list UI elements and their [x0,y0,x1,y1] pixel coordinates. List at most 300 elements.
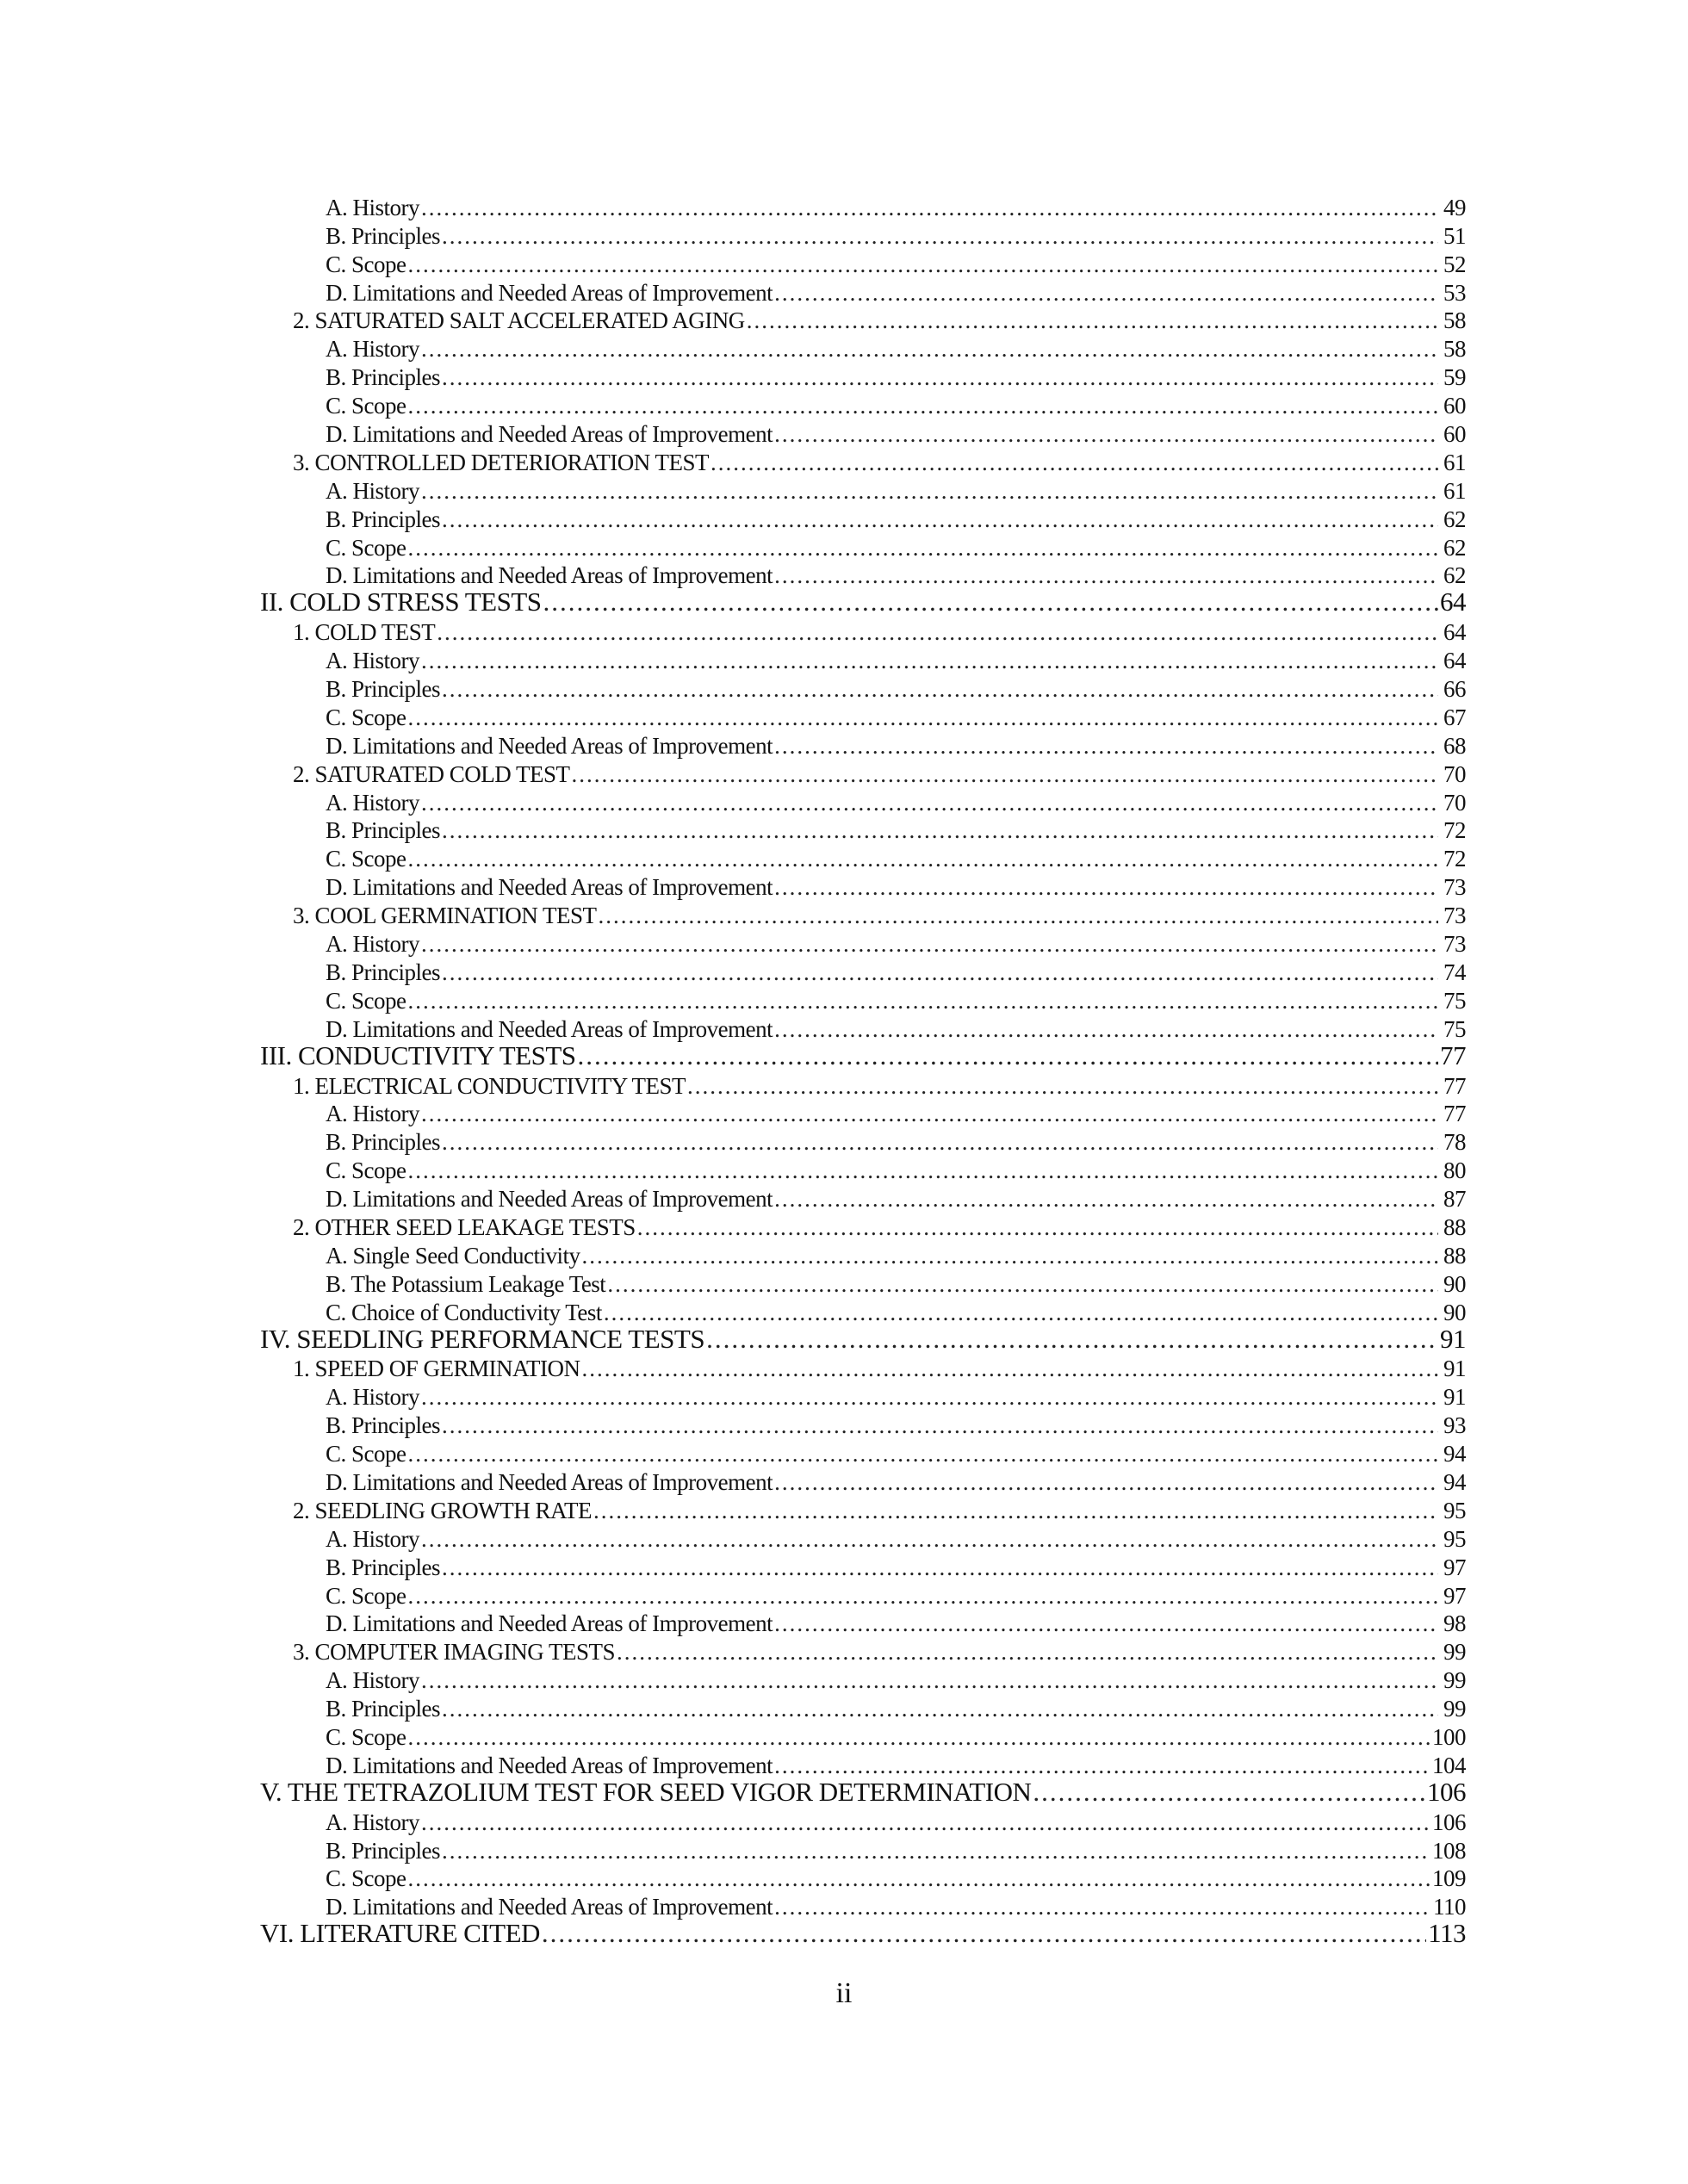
toc-entry-page: 75 [1443,987,1466,1014]
toc-entry-page: 108 [1432,1837,1466,1864]
toc-entry [0,1582,1688,1613]
toc-dot-leader [582,1356,1438,1382]
toc-entry-label: A. History [326,336,419,363]
toc-entry-page: 88 [1443,1242,1466,1269]
toc-entry-line [326,1809,1466,1836]
toc-entry-line [326,1838,1466,1864]
toc-entry-label: A. History [326,1101,419,1127]
toc-entry-line [260,586,1466,617]
toc-entry-page: 95 [1443,1497,1466,1523]
toc-dot-leader [421,336,1438,363]
toc-entry-label: 1. ELECTRICAL CONDUCTIVITY TEST [293,1072,686,1099]
toc-entry-line [326,280,1466,307]
toc-entry-label: 3. COOL GERMINATION TEST [293,903,597,929]
toc-dot-leader [421,195,1438,221]
toc-entry-label: B. Principles [326,1129,440,1156]
toc-entry [0,1837,1688,1868]
toc-entry-label: A. History [326,1667,419,1694]
toc-entry-page: 110 [1433,1894,1466,1920]
toc-entry [0,1697,1688,1726]
toc-entry-label: C. Scope [326,1441,406,1467]
toc-entry [0,1131,1688,1159]
toc-dot-leader [774,1186,1438,1213]
toc-entry-line [326,1186,1466,1213]
toc-entry-line [293,1356,1466,1382]
toc-dot-leader [706,1324,1438,1355]
toc-entry-label: A. History [326,789,419,816]
toc-entry-line [326,506,1466,533]
toc-dot-leader [774,1894,1431,1920]
toc-dot-leader [593,1498,1438,1524]
toc-entry-line [326,676,1466,703]
toc-dot-leader [774,562,1438,589]
toc-entry-label: 1. COLD TEST [293,619,436,646]
toc-entry-page: 77 [1443,1072,1466,1099]
toc-dot-leader [542,1918,1426,1949]
toc-entry-page: 93 [1443,1412,1466,1439]
toc-entry [0,706,1688,735]
toc-entry-page: 74 [1443,959,1466,985]
toc-dot-leader [442,223,1438,250]
toc-dot-leader [421,478,1438,505]
toc-entry-label: B. The Potassium Leakage Test [326,1270,606,1297]
toc-entry-label: 3. CONTROLLED DETERIORATION TEST [293,449,709,475]
toc-entry-line [326,1300,1466,1326]
toc-entry [0,1669,1688,1697]
toc-entry-page: 70 [1443,760,1466,787]
toc-entry-line [326,790,1466,816]
toc-entry-line [326,1129,1466,1156]
toc-entry [0,394,1688,423]
toc-entry [0,961,1688,990]
toc-entry-label: A. Single Seed Conductivity [326,1242,580,1269]
toc-entry-line [326,1101,1466,1127]
toc-entry-page: 94 [1443,1441,1466,1467]
toc-dot-leader [442,676,1438,703]
toc-entry [0,1641,1688,1669]
toc-entry-line [326,1753,1466,1779]
toc-entry-page: 88 [1443,1213,1466,1240]
toc-entry-line [326,648,1466,674]
toc-entry-page: 99 [1443,1667,1466,1694]
toc-entry-line [326,1441,1466,1467]
toc-entry-label: C. Scope [326,393,406,419]
toc-dot-leader [637,1214,1438,1241]
toc-entry-page: 77 [1440,1039,1466,1070]
toc-entry-page: 90 [1443,1270,1466,1297]
toc-entry-page: 91 [1443,1356,1466,1382]
toc-dot-leader [408,393,1439,419]
toc-entry [0,1865,1688,1896]
toc-entry-line [326,1894,1466,1920]
toc-entry-line [326,336,1466,363]
toc-entry-label: B. Principles [326,222,440,249]
toc-entry-page: 98 [1443,1610,1466,1637]
toc-entry-page: 73 [1443,931,1466,958]
toc-entry-label: C. Scope [326,251,406,277]
toc-entry [0,1159,1688,1188]
toc-entry-line [293,450,1466,476]
toc-entry-line [326,1583,1466,1610]
toc-entry [0,1525,1688,1556]
toc-entry-label: C. Scope [326,1157,406,1184]
toc-entry [0,1610,1688,1641]
toc-entry [0,1776,1688,1811]
toc-dot-leader [774,733,1438,760]
toc-dot-leader [578,1040,1439,1071]
toc-dot-leader [617,1639,1438,1666]
toc-entry-label: A. History [326,648,419,674]
toc-entry [0,1244,1688,1273]
toc-dot-leader [543,586,1438,617]
toc-entry [0,366,1688,394]
toc-entry-label: D. Limitations and Needed Areas of Improvement [326,562,773,589]
toc-dot-leader [408,1441,1439,1467]
toc-entry-label: D. Limitations and Needed Areas of Improvement [326,1468,773,1495]
toc-entry-page: 106 [1432,1809,1466,1835]
toc-entry [0,649,1688,678]
toc-entry-page: 106 [1427,1776,1466,1807]
toc-entry-line [326,1724,1466,1751]
toc-entry-label: B. Principles [326,817,440,844]
toc-entry-line [326,846,1466,872]
toc-entry-page: 97 [1443,1582,1466,1609]
toc-entry [0,196,1688,225]
toc-entry-page: 90 [1443,1299,1466,1325]
toc-entry-line [326,393,1466,419]
toc-entry [0,904,1688,933]
toc-entry [0,732,1688,763]
toc-entry-page: 59 [1443,364,1466,391]
toc-entry-line [326,535,1466,562]
toc-entry-page: 75 [1443,1015,1466,1042]
toc-entry-line [326,733,1466,760]
toc-entry-line [326,1157,1466,1184]
toc-entry-label: D. Limitations and Needed Areas of Improvement [326,732,773,759]
toc-entry-label: B. Principles [326,676,440,703]
toc-entry-page: 62 [1443,562,1466,589]
toc-dot-leader [442,817,1438,844]
toc-dot-leader [421,931,1438,958]
toc-dot-leader [774,1016,1438,1043]
page-number: ii [835,1977,853,2009]
toc-entry [0,1723,1688,1754]
toc-entry [0,338,1688,366]
table-of-contents [0,196,1688,1952]
toc-dot-leader [442,1129,1438,1156]
toc-entry [0,1443,1688,1471]
toc-dot-leader [421,1809,1430,1836]
toc-dot-leader [711,450,1438,476]
toc-dot-leader [442,959,1438,986]
toc-entry-label: A. History [326,194,419,220]
toc-entry-page: 64 [1443,648,1466,674]
toc-entry-page: 73 [1443,874,1466,901]
toc-entry-page: 99 [1443,1639,1466,1666]
toc-entry-label: II. COLD STRESS TESTS [260,586,542,617]
toc-entry-label: A. History [326,1525,419,1552]
toc-entry-label: 2. SATURATED SALT ACCELERATED AGING [293,307,745,334]
toc-dot-leader [421,1101,1438,1127]
toc-entry-page: 87 [1443,1186,1466,1213]
toc-entry [0,1039,1688,1075]
toc-entry-page: 58 [1443,307,1466,334]
toc-entry-line [326,1412,1466,1439]
toc-entry-page: 61 [1443,477,1466,504]
toc-dot-leader [442,1554,1438,1581]
toc-entry-page: 58 [1443,336,1466,363]
toc-entry-line [326,478,1466,505]
toc-entry [0,222,1688,253]
toc-entry [0,1103,1688,1132]
toc-dot-leader [421,1384,1438,1411]
toc-entry [0,1918,1688,1952]
toc-entry-line [326,1865,1466,1892]
toc-entry-label: C. Scope [326,1582,406,1609]
toc-entry-line [326,931,1466,958]
toc-entry-label: D. Limitations and Needed Areas of Improvement [326,874,773,901]
toc-entry-line [293,1073,1466,1100]
toc-entry-line [293,1214,1466,1241]
toc-entry [0,1499,1688,1528]
toc-dot-leader [774,874,1438,901]
toc-entry-page: 113 [1428,1918,1466,1949]
toc-entry-label: V. THE TETRAZOLIUM TEST FOR SEED VIGOR DETERMINATION [260,1776,1032,1807]
toc-entry-line [326,874,1466,901]
toc-entry-page: 68 [1443,732,1466,759]
toc-entry [0,933,1688,961]
toc-dot-leader [408,988,1439,1014]
toc-dot-leader [607,1271,1438,1298]
toc-dot-leader [408,251,1439,278]
toc-entry-label: D. Limitations and Needed Areas of Improvement [326,421,773,448]
toc-entry-label: IV. SEEDLING PERFORMANCE TESTS [260,1323,705,1354]
toc-entry-label: C. Scope [326,704,406,730]
toc-dot-leader [442,1412,1438,1439]
toc-entry-page: 64 [1440,586,1466,617]
toc-entry [0,1213,1688,1244]
toc-entry [0,847,1688,876]
toc-entry [0,307,1688,338]
toc-entry-label: C. Choice of Conductivity Test [326,1299,602,1325]
toc-entry-line [326,1384,1466,1411]
toc-entry-label: A. History [326,1809,419,1835]
toc-entry-label: B. Principles [326,506,440,532]
toc-entry-label: C. Scope [326,846,406,872]
toc-entry-line [293,307,1466,334]
toc-dot-leader [599,903,1439,929]
toc-entry [0,1358,1688,1387]
toc-entry [0,1270,1688,1301]
toc-entry-line [260,1324,1466,1355]
toc-entry [0,508,1688,537]
toc-entry-line [293,619,1466,646]
toc-entry-page: 91 [1440,1323,1466,1354]
toc-entry-label: C. Scope [326,1865,406,1892]
toc-dot-leader [408,1724,1431,1751]
toc-entry-line [326,562,1466,589]
toc-entry-label: D. Limitations and Needed Areas of Improvement [326,1894,773,1920]
toc-entry-label: B. Principles [326,1696,440,1722]
toc-entry [0,876,1688,904]
toc-entry [0,1188,1688,1216]
toc-entry-label: A. History [326,477,419,504]
toc-entry-page: 49 [1443,194,1466,220]
toc-dot-leader [408,1865,1431,1892]
toc-entry-label: A. History [326,1384,419,1411]
toc-entry-line [326,1469,1466,1496]
toc-dot-leader [421,790,1438,816]
toc-entry [0,817,1688,848]
toc-entry-label: B. Principles [326,1554,440,1580]
toc-entry-label: 2. OTHER SEED LEAKAGE TESTS [293,1213,636,1240]
toc-entry [0,1414,1688,1443]
toc-entry-label: B. Principles [326,1412,440,1439]
toc-dot-leader [408,1583,1439,1610]
toc-entry-label: A. History [326,931,419,958]
toc-entry [0,279,1688,310]
toc-entry-label: 1. SPEED OF GERMINATION [293,1356,580,1382]
toc-entry-page: 100 [1432,1723,1466,1750]
toc-entry [0,477,1688,508]
toc-dot-leader [581,1243,1438,1269]
toc-dot-leader [442,506,1438,533]
toc-entry-page: 104 [1432,1752,1466,1778]
toc-entry-label: B. Principles [326,959,440,985]
toc-dot-leader [774,1753,1430,1779]
toc-dot-leader [442,1696,1438,1722]
toc-entry-label: C. Scope [326,534,406,561]
toc-entry-line [326,1610,1466,1637]
toc-dot-leader [774,280,1438,307]
toc-dot-leader [774,1469,1438,1496]
toc-entry-line [326,988,1466,1014]
toc-dot-leader [747,307,1438,334]
toc-entry [0,1468,1688,1499]
toc-entry-page: 72 [1443,817,1466,844]
toc-entry-label: 2. SEEDLING GROWTH RATE [293,1497,592,1523]
toc-entry-line [293,1639,1466,1666]
toc-dot-leader [408,704,1439,731]
toc-entry-page: 72 [1443,846,1466,872]
toc-entry-line [326,223,1466,250]
toc-entry-line [326,421,1466,448]
toc-entry-label: D. Limitations and Needed Areas of Improvement [326,1015,773,1042]
toc-entry-line [326,1526,1466,1553]
toc-entry-page: 62 [1443,506,1466,532]
toc-entry-label: D. Limitations and Needed Areas of Improvement [326,1752,773,1778]
toc-entry-label: 3. COMPUTER IMAGING TESTS [293,1639,616,1666]
toc-entry-line [293,761,1466,788]
toc-entry-page: 73 [1443,903,1466,929]
toc-entry [0,621,1688,649]
toc-entry-page: 80 [1443,1157,1466,1184]
toc-entry-line [326,1554,1466,1581]
toc-entry-page: 51 [1443,222,1466,249]
toc-entry [0,534,1688,565]
toc-entry-line [260,1777,1466,1808]
toc-dot-leader [774,421,1438,448]
toc-dot-leader [421,648,1438,674]
toc-entry-line [326,1667,1466,1694]
toc-entry-page: 67 [1443,704,1466,730]
toc-dot-leader [442,364,1438,391]
toc-entry-line [326,1696,1466,1722]
toc-entry-page: 60 [1443,393,1466,419]
toc-entry-line [326,1243,1466,1269]
toc-entry [0,1386,1688,1414]
toc-entry-line [326,817,1466,844]
toc-entry [0,1072,1688,1103]
toc-entry-page: 66 [1443,676,1466,703]
toc-entry-label: D. Limitations and Needed Areas of Improvement [326,1610,773,1637]
toc-entry [0,791,1688,820]
toc-entry-label: C. Scope [326,1723,406,1750]
toc-entry-label: D. Limitations and Needed Areas of Improvement [326,279,773,306]
toc-entry-line [326,364,1466,391]
toc-entry-page: 62 [1443,534,1466,561]
toc-entry-page: 60 [1443,421,1466,448]
toc-entry-page: 64 [1443,619,1466,646]
toc-entry [0,423,1688,451]
toc-entry-label: B. Principles [326,364,440,391]
toc-dot-leader [572,761,1438,788]
toc-entry-label: III. CONDUCTIVITY TESTS [260,1039,576,1070]
toc-dot-leader [442,1838,1430,1864]
toc-entry-page: 53 [1443,279,1466,306]
toc-dot-leader [1033,1777,1425,1808]
toc-dot-leader [408,1157,1439,1184]
toc-entry-line [326,1016,1466,1043]
toc-dot-leader [408,535,1439,562]
toc-entry-page: 61 [1443,449,1466,475]
toc-entry-label: B. Principles [326,1837,440,1864]
toc-entry-page: 52 [1443,251,1466,277]
toc-entry-page: 70 [1443,789,1466,816]
toc-dot-leader [408,846,1439,872]
toc-entry-line [293,1498,1466,1524]
toc-entry-line [326,251,1466,278]
toc-entry [0,586,1688,621]
toc-entry-line [326,959,1466,986]
toc-entry-page: 91 [1443,1384,1466,1411]
toc-entry [0,760,1688,791]
toc-dot-leader [421,1526,1438,1553]
toc-entry [0,1556,1688,1585]
toc-dot-leader [687,1073,1438,1100]
toc-entry [0,987,1688,1018]
toc-entry-line [293,903,1466,929]
toc-entry [0,253,1688,282]
toc-entry-page: 95 [1443,1525,1466,1552]
toc-entry [0,678,1688,706]
toc-dot-leader [604,1300,1438,1326]
toc-entry-page: 78 [1443,1129,1466,1156]
toc-dot-leader [774,1610,1438,1637]
toc-entry-page: 97 [1443,1554,1466,1580]
toc-entry-page: 109 [1432,1865,1466,1892]
toc-dot-leader [437,619,1438,646]
toc-entry-line [326,195,1466,221]
toc-entry-label: VI. LITERATURE CITED [260,1918,540,1949]
toc-dot-leader [421,1667,1438,1694]
toc-entry [0,1811,1688,1840]
toc-entry [0,1323,1688,1358]
toc-entry-page: 94 [1443,1468,1466,1495]
toc-entry-page: 99 [1443,1696,1466,1722]
toc-entry-label: C. Scope [326,987,406,1014]
toc-entry-line [260,1918,1466,1949]
